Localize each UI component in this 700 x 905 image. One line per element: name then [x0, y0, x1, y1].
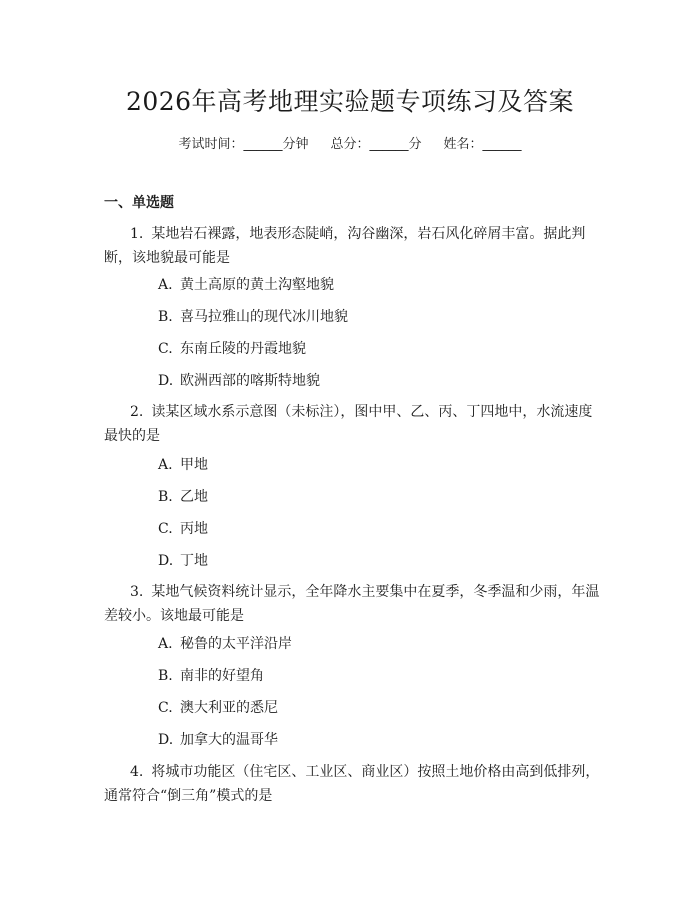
question-1-option-a	[158, 273, 334, 297]
question-2-option-b	[158, 485, 208, 509]
exam-time-label: 考试时间：______分钟	[178, 137, 309, 152]
option-text: 黄土高原的黄土沟壑地貌	[180, 277, 334, 293]
question-text: 某地气候资料统计显示，全年降水主要集中在夏季，冬季温和少雨，年温差较小。该地最可能是	[104, 584, 600, 624]
option-letter: B.	[158, 309, 173, 325]
question-2	[104, 400, 604, 448]
option-letter: A.	[158, 457, 173, 473]
question-3-option-d	[158, 728, 278, 752]
question-1-option-c	[158, 337, 306, 361]
question-text: 某地岩石裸露，地表形态陡峭，沟谷幽深，岩石风化碎屑丰富。据此判断，该地貌最可能是	[104, 226, 586, 266]
exam-meta	[0, 133, 700, 152]
option-letter: B.	[158, 489, 173, 505]
option-text: 欧洲西部的喀斯特地貌	[180, 373, 320, 389]
question-3-option-a	[158, 632, 292, 656]
question-text: 将城市功能区（住宅区、工业区、商业区）按照土地价格由高到低排列，通常符合“倒三角”模式的是	[104, 764, 600, 804]
option-text: 南非的好望角	[180, 668, 264, 684]
question-3-option-b	[158, 664, 264, 688]
option-text: 喜马拉雅山的现代冰川地貌	[180, 309, 348, 325]
option-text: 秘鲁的太平洋沿岸	[180, 636, 292, 652]
student-name-label: 姓名：______	[443, 137, 522, 152]
question-2-option-d	[158, 549, 208, 573]
option-letter: C.	[158, 521, 173, 537]
option-text: 乙地	[180, 489, 208, 505]
option-letter: A.	[158, 636, 173, 652]
question-number: 4.	[130, 764, 144, 780]
question-3	[104, 580, 604, 628]
question-2-option-a	[158, 453, 208, 477]
question-number: 3.	[130, 584, 144, 600]
option-text: 丙地	[180, 521, 208, 537]
option-letter: D.	[158, 373, 174, 389]
option-letter: B.	[158, 668, 173, 684]
option-letter: D.	[158, 553, 174, 569]
question-number: 1.	[130, 226, 144, 242]
question-1-option-b	[158, 305, 348, 329]
option-text: 东南丘陵的丹霞地貌	[180, 341, 306, 357]
question-text: 读某区域水系示意图（未标注），图中甲、乙、丙、丁四地中，水流速度最快的是	[104, 404, 593, 444]
option-text: 澳大利亚的悉尼	[180, 700, 278, 716]
question-4	[104, 760, 604, 808]
option-letter: A.	[158, 277, 173, 293]
option-letter: C.	[158, 700, 173, 716]
question-3-option-c	[158, 696, 278, 720]
option-text: 甲地	[180, 457, 208, 473]
total-score-label: 总分：______分	[330, 137, 422, 152]
question-1	[104, 222, 604, 270]
question-1-option-d	[158, 369, 320, 393]
option-text: 加拿大的温哥华	[180, 732, 278, 748]
option-text: 丁地	[180, 553, 208, 569]
question-2-option-c	[158, 517, 208, 541]
option-letter: C.	[158, 341, 173, 357]
section-title: 一、单选题	[104, 195, 174, 211]
question-number: 2.	[130, 404, 144, 420]
page-title: 2026年高考地理实验题专项练习及答案	[125, 87, 575, 116]
option-letter: D.	[158, 732, 174, 748]
